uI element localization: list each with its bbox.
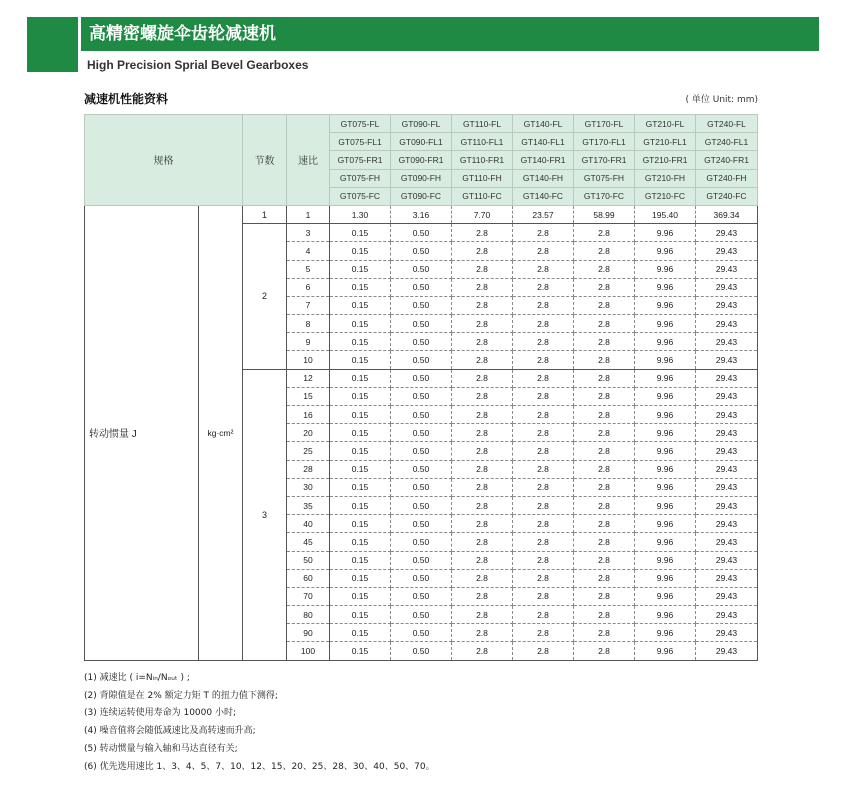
value-cell: 0.50	[391, 242, 452, 260]
value-cell: 2.8	[574, 406, 635, 424]
value-cell: 2.8	[513, 351, 574, 369]
model-name: GT240-FC	[696, 187, 758, 205]
ratio-cell: 25	[287, 442, 330, 460]
value-cell: 29.43	[696, 587, 758, 605]
value-cell: 0.50	[391, 642, 452, 660]
value-cell: 2.8	[513, 442, 574, 460]
value-cell: 0.50	[391, 333, 452, 351]
value-cell: 0.15	[330, 333, 391, 351]
value-cell: 29.43	[696, 224, 758, 242]
value-cell: 0.50	[391, 606, 452, 624]
value-cell: 2.8	[513, 242, 574, 260]
value-cell: 2.8	[452, 606, 513, 624]
value-cell: 2.8	[513, 478, 574, 496]
value-cell: 2.8	[452, 624, 513, 642]
model-name: GT090-FL1	[391, 133, 452, 151]
value-cell: 2.8	[452, 278, 513, 296]
model-name: GT210-FC	[635, 187, 696, 205]
value-cell: 2.8	[574, 224, 635, 242]
ratio-cell: 90	[287, 624, 330, 642]
value-cell: 29.43	[696, 260, 758, 278]
value-cell: 0.50	[391, 551, 452, 569]
model-name: GT240-FH	[696, 169, 758, 187]
value-cell: 2.8	[574, 478, 635, 496]
ratio-cell: 4	[287, 242, 330, 260]
ratio-cell: 16	[287, 406, 330, 424]
value-cell: 2.8	[513, 278, 574, 296]
value-cell: 2.8	[574, 260, 635, 278]
ratio-cell: 3	[287, 224, 330, 242]
value-cell: 2.8	[574, 278, 635, 296]
page-title: 高精密螺旋伞齿轮减速机	[81, 17, 819, 51]
ratio-cell: 10	[287, 351, 330, 369]
model-name: GT110-FL1	[452, 133, 513, 151]
ratio-cell: 8	[287, 315, 330, 333]
model-name: GT075-FL	[330, 115, 391, 133]
value-cell: 1.30	[330, 205, 391, 223]
value-cell: 9.96	[635, 260, 696, 278]
ratio-cell: 50	[287, 551, 330, 569]
ratio-cell: 5	[287, 260, 330, 278]
value-cell: 2.8	[513, 224, 574, 242]
value-cell: 2.8	[513, 551, 574, 569]
value-cell: 2.8	[452, 533, 513, 551]
value-cell: 2.8	[574, 587, 635, 605]
value-cell: 9.96	[635, 278, 696, 296]
value-cell: 0.15	[330, 387, 391, 405]
value-cell: 9.96	[635, 569, 696, 587]
value-cell: 7.70	[452, 205, 513, 223]
value-cell: 0.50	[391, 442, 452, 460]
value-cell: 0.15	[330, 351, 391, 369]
value-cell: 0.15	[330, 478, 391, 496]
page-subtitle: High Precision Sprial Bevel Gearboxes	[87, 58, 309, 72]
value-cell: 29.43	[696, 606, 758, 624]
spec-header: 规格	[85, 115, 243, 206]
model-name: GT110-FR1	[452, 151, 513, 169]
value-cell: 29.43	[696, 315, 758, 333]
value-cell: 2.8	[452, 460, 513, 478]
value-cell: 29.43	[696, 624, 758, 642]
footnotes	[84, 670, 435, 776]
model-name: GT170-FL1	[574, 133, 635, 151]
value-cell: 2.8	[452, 369, 513, 387]
value-cell: 0.15	[330, 224, 391, 242]
value-cell: 195.40	[635, 205, 696, 223]
value-cell: 9.96	[635, 406, 696, 424]
value-cell: 9.96	[635, 387, 696, 405]
value-cell: 3.16	[391, 205, 452, 223]
value-cell: 29.43	[696, 496, 758, 514]
stage-header: 节数	[243, 115, 287, 206]
value-cell: 2.8	[513, 460, 574, 478]
value-cell: 2.8	[513, 387, 574, 405]
value-cell: 9.96	[635, 624, 696, 642]
value-cell: 9.96	[635, 478, 696, 496]
value-cell: 29.43	[696, 533, 758, 551]
value-cell: 0.50	[391, 278, 452, 296]
value-cell: 29.43	[696, 515, 758, 533]
ratio-cell: 100	[287, 642, 330, 660]
value-cell: 23.57	[513, 205, 574, 223]
model-name: GT090-FC	[391, 187, 452, 205]
value-cell: 0.50	[391, 587, 452, 605]
value-cell: 2.8	[452, 515, 513, 533]
value-cell: 0.50	[391, 533, 452, 551]
model-name: GT210-FR1	[635, 151, 696, 169]
model-name: GT240-FR1	[696, 151, 758, 169]
value-cell: 2.8	[513, 424, 574, 442]
table-row	[85, 205, 758, 223]
value-cell: 369.34	[696, 205, 758, 223]
model-name: GT075-FR1	[330, 151, 391, 169]
value-cell: 0.15	[330, 624, 391, 642]
ratio-cell: 30	[287, 478, 330, 496]
ratio-cell: 20	[287, 424, 330, 442]
value-cell: 0.50	[391, 387, 452, 405]
value-cell: 2.8	[452, 642, 513, 660]
value-cell: 2.8	[452, 296, 513, 314]
value-cell: 29.43	[696, 569, 758, 587]
ratio-cell: 6	[287, 278, 330, 296]
value-cell: 29.43	[696, 351, 758, 369]
ratio-cell: 7	[287, 296, 330, 314]
value-cell: 2.8	[574, 296, 635, 314]
value-cell: 29.43	[696, 296, 758, 314]
value-cell: 2.8	[513, 315, 574, 333]
value-cell: 2.8	[574, 551, 635, 569]
ratio-cell: 12	[287, 369, 330, 387]
value-cell: 2.8	[452, 260, 513, 278]
value-cell: 29.43	[696, 478, 758, 496]
value-cell: 9.96	[635, 606, 696, 624]
model-name: GT090-FH	[391, 169, 452, 187]
value-cell: 2.8	[452, 224, 513, 242]
model-name: GT210-FL	[635, 115, 696, 133]
value-cell: 2.8	[452, 424, 513, 442]
ratio-cell: 80	[287, 606, 330, 624]
model-name: GT140-FH	[513, 169, 574, 187]
value-cell: 29.43	[696, 406, 758, 424]
value-cell: 2.8	[452, 587, 513, 605]
param-label: 转动惯量 J	[85, 205, 199, 660]
value-cell: 9.96	[635, 351, 696, 369]
model-name: GT170-FC	[574, 187, 635, 205]
value-cell: 9.96	[635, 587, 696, 605]
value-cell: 2.8	[574, 442, 635, 460]
value-cell: 29.43	[696, 242, 758, 260]
value-cell: 0.50	[391, 224, 452, 242]
model-name: GT170-FR1	[574, 151, 635, 169]
value-cell: 2.8	[574, 424, 635, 442]
ratio-cell: 40	[287, 515, 330, 533]
model-header-row	[85, 115, 758, 133]
value-cell: 0.15	[330, 642, 391, 660]
value-cell: 2.8	[574, 496, 635, 514]
value-cell: 2.8	[513, 587, 574, 605]
value-cell: 9.96	[635, 315, 696, 333]
model-name: GT140-FR1	[513, 151, 574, 169]
value-cell: 2.8	[574, 242, 635, 260]
ratio-cell: 28	[287, 460, 330, 478]
value-cell: 0.50	[391, 424, 452, 442]
value-cell: 9.96	[635, 460, 696, 478]
value-cell: 0.15	[330, 369, 391, 387]
value-cell: 2.8	[574, 533, 635, 551]
ratio-cell: 35	[287, 496, 330, 514]
value-cell: 0.15	[330, 260, 391, 278]
value-cell: 0.15	[330, 533, 391, 551]
value-cell: 0.50	[391, 569, 452, 587]
model-name: GT075-FH	[574, 169, 635, 187]
value-cell: 2.8	[452, 551, 513, 569]
value-cell: 0.50	[391, 260, 452, 278]
value-cell: 0.15	[330, 296, 391, 314]
value-cell: 2.8	[452, 496, 513, 514]
model-name: GT075-FC	[330, 187, 391, 205]
value-cell: 29.43	[696, 333, 758, 351]
footnote-item: (1) 减速比 ( i=Nᵢₙ/Nₒᵤₜ ) ;	[84, 673, 190, 683]
value-cell: 9.96	[635, 369, 696, 387]
value-cell: 9.96	[635, 296, 696, 314]
value-cell: 0.15	[330, 315, 391, 333]
value-cell: 9.96	[635, 242, 696, 260]
value-cell: 2.8	[452, 478, 513, 496]
stage-cell: 3	[243, 369, 287, 660]
footnote-item: (3) 连续运转使用寿命为 10000 小时;	[84, 708, 236, 719]
unit-note: ( 单位 Unit: mm)	[685, 95, 758, 105]
value-cell: 0.50	[391, 496, 452, 514]
value-cell: 2.8	[513, 606, 574, 624]
footnote-item: (6) 优先选用速比 1、3、4、5、7、10、12、15、20、25、28、30、40、50、70。	[84, 761, 435, 772]
brand-block	[27, 17, 78, 72]
model-name: GT210-FH	[635, 169, 696, 187]
value-cell: 9.96	[635, 515, 696, 533]
value-cell: 2.8	[513, 496, 574, 514]
value-cell: 0.15	[330, 424, 391, 442]
value-cell: 29.43	[696, 369, 758, 387]
value-cell: 2.8	[452, 333, 513, 351]
model-name: GT110-FL	[452, 115, 513, 133]
value-cell: 0.15	[330, 551, 391, 569]
value-cell: 0.50	[391, 406, 452, 424]
value-cell: 2.8	[574, 624, 635, 642]
ratio-cell: 15	[287, 387, 330, 405]
value-cell: 0.15	[330, 278, 391, 296]
ratio-cell: 9	[287, 333, 330, 351]
value-cell: 0.15	[330, 587, 391, 605]
value-cell: 0.50	[391, 515, 452, 533]
value-cell: 9.96	[635, 642, 696, 660]
value-cell: 29.43	[696, 278, 758, 296]
ratio-header: 速比	[287, 115, 330, 206]
value-cell: 2.8	[574, 642, 635, 660]
value-cell: 2.8	[513, 515, 574, 533]
value-cell: 2.8	[513, 624, 574, 642]
value-cell: 29.43	[696, 424, 758, 442]
value-cell: 29.43	[696, 551, 758, 569]
value-cell: 9.96	[635, 533, 696, 551]
ratio-cell: 70	[287, 587, 330, 605]
model-name: GT240-FL1	[696, 133, 758, 151]
value-cell: 2.8	[452, 242, 513, 260]
value-cell: 0.15	[330, 242, 391, 260]
section-title: 减速机性能资料	[84, 92, 169, 106]
value-cell: 2.8	[574, 369, 635, 387]
value-cell: 9.96	[635, 496, 696, 514]
value-cell: 2.8	[452, 351, 513, 369]
model-name: GT090-FL	[391, 115, 452, 133]
value-cell: 2.8	[574, 460, 635, 478]
model-name: GT240-FL	[696, 115, 758, 133]
value-cell: 2.8	[452, 406, 513, 424]
value-cell: 0.15	[330, 515, 391, 533]
value-cell: 0.15	[330, 442, 391, 460]
value-cell: 0.15	[330, 606, 391, 624]
value-cell: 2.8	[574, 315, 635, 333]
value-cell: 29.43	[696, 387, 758, 405]
ratio-cell: 60	[287, 569, 330, 587]
value-cell: 0.50	[391, 369, 452, 387]
value-cell: 0.50	[391, 624, 452, 642]
value-cell: 0.15	[330, 460, 391, 478]
value-cell: 9.96	[635, 424, 696, 442]
value-cell: 0.15	[330, 406, 391, 424]
value-cell: 2.8	[452, 442, 513, 460]
value-cell: 0.50	[391, 460, 452, 478]
model-name: GT110-FC	[452, 187, 513, 205]
model-name: GT090-FR1	[391, 151, 452, 169]
value-cell: 29.43	[696, 642, 758, 660]
value-cell: 2.8	[513, 260, 574, 278]
value-cell: 0.50	[391, 478, 452, 496]
value-cell: 0.50	[391, 351, 452, 369]
value-cell: 2.8	[452, 387, 513, 405]
value-cell: 2.8	[452, 315, 513, 333]
model-name: GT075-FH	[330, 169, 391, 187]
ratio-cell: 1	[287, 205, 330, 223]
stage-cell: 1	[243, 205, 287, 223]
model-name: GT170-FL	[574, 115, 635, 133]
model-name: GT140-FL1	[513, 133, 574, 151]
value-cell: 2.8	[574, 351, 635, 369]
value-cell: 2.8	[513, 369, 574, 387]
value-cell: 2.8	[574, 333, 635, 351]
value-cell: 9.96	[635, 333, 696, 351]
performance-table	[84, 114, 758, 661]
value-cell: 2.8	[513, 333, 574, 351]
param-unit: kg·cm²	[199, 205, 243, 660]
model-name: GT140-FC	[513, 187, 574, 205]
value-cell: 2.8	[574, 606, 635, 624]
value-cell: 2.8	[513, 406, 574, 424]
value-cell: 0.50	[391, 315, 452, 333]
value-cell: 2.8	[513, 569, 574, 587]
footnote-item: (2) 背隙值是在 2% 额定力矩 T 的扭力值下测得;	[84, 690, 278, 701]
ratio-cell: 45	[287, 533, 330, 551]
value-cell: 2.8	[574, 515, 635, 533]
value-cell: 0.15	[330, 569, 391, 587]
value-cell: 9.96	[635, 442, 696, 460]
model-name: GT110-FH	[452, 169, 513, 187]
value-cell: 9.96	[635, 551, 696, 569]
footnote-item: (5) 转动惯量与输入轴和马达直径有关;	[84, 743, 238, 754]
value-cell: 0.15	[330, 496, 391, 514]
value-cell: 2.8	[513, 533, 574, 551]
value-cell: 29.43	[696, 460, 758, 478]
value-cell: 0.50	[391, 296, 452, 314]
value-cell: 58.99	[574, 205, 635, 223]
model-name: GT075-FL1	[330, 133, 391, 151]
footnote-item: (4) 噪音值将会随低减速比及高转速而升高;	[84, 726, 256, 737]
value-cell: 2.8	[574, 569, 635, 587]
value-cell: 2.8	[574, 387, 635, 405]
value-cell: 2.8	[513, 296, 574, 314]
value-cell: 9.96	[635, 224, 696, 242]
value-cell: 2.8	[513, 642, 574, 660]
model-name: GT210-FL1	[635, 133, 696, 151]
model-name: GT140-FL	[513, 115, 574, 133]
stage-cell: 2	[243, 224, 287, 370]
value-cell: 29.43	[696, 442, 758, 460]
value-cell: 2.8	[452, 569, 513, 587]
